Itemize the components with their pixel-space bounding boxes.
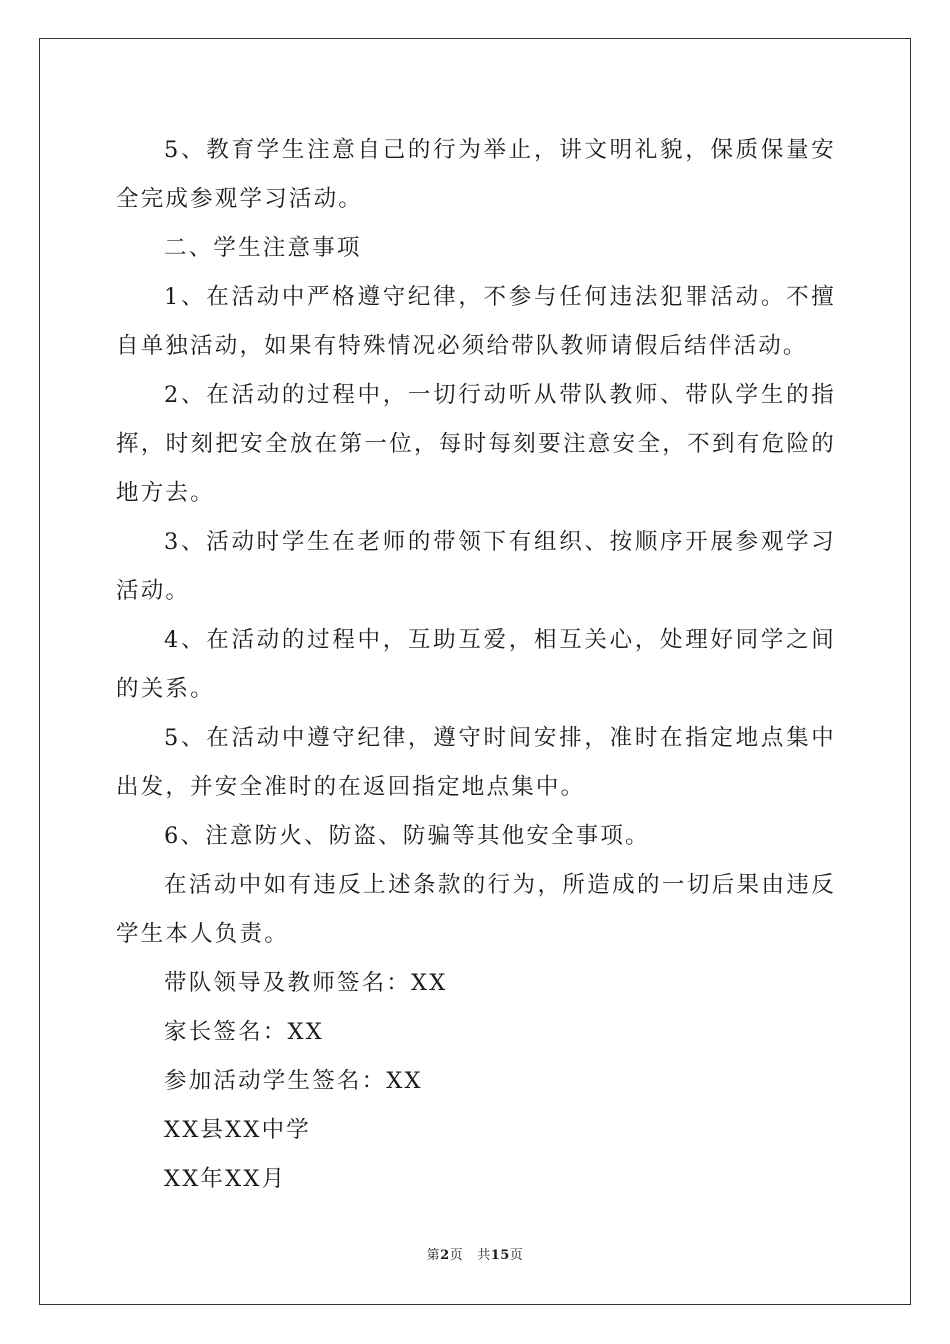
total-unit: 页 [509, 1248, 524, 1263]
page-current: 2 [440, 1248, 450, 1263]
school-name: XX县XX中学 [164, 1117, 311, 1143]
paragraph: 6、注意防火、防盗、防骗等其他安全事项。 [164, 823, 650, 849]
page-footer [0, 1247, 950, 1265]
document-body [116, 126, 836, 1204]
paragraph: 4、在活动的过程中，互助互爱，相互关心，处理好同学之间的关系。 [116, 627, 836, 702]
paragraph: 5、在活动中遵守纪律，遵守时间安排，准时在指定地点集中出发，并安全准时的在返回指定地点集中。 [116, 725, 836, 800]
paragraph: 1、在活动中严格遵守纪律，不参与任何违法犯罪活动。不擅自单独活动，如果有特殊情况必须给带队教师请假后结伴活动。 [116, 284, 836, 359]
signature-line-parent: 家长签名：XX [164, 1019, 324, 1045]
section-heading: 二、学生注意事项 [164, 235, 362, 261]
signature-line-student: 参加活动学生签名：XX [164, 1068, 423, 1094]
document-date: XX年XX月 [164, 1166, 287, 1192]
page-total: 15 [490, 1248, 510, 1263]
total-prefix: 共 [477, 1248, 491, 1263]
page-unit: 页 [449, 1248, 464, 1263]
paragraph: 3、活动时学生在老师的带领下有组织、按顺序开展参观学习活动。 [116, 529, 836, 604]
paragraph: 2、在活动的过程中，一切行动听从带队教师、带队学生的指挥，时刻把安全放在第一位，每时每刻要注意安全，不到有危险的地方去。 [116, 382, 836, 506]
page-prefix: 第 [426, 1248, 441, 1263]
paragraph: 在活动中如有违反上述条款的行为，所造成的一切后果由违反学生本人负责。 [116, 872, 836, 947]
signature-line-teacher: 带队领导及教师签名：XX [164, 970, 448, 996]
paragraph: 5、教育学生注意自己的行为举止，讲文明礼貌，保质保量安全完成参观学习活动。 [116, 137, 836, 212]
